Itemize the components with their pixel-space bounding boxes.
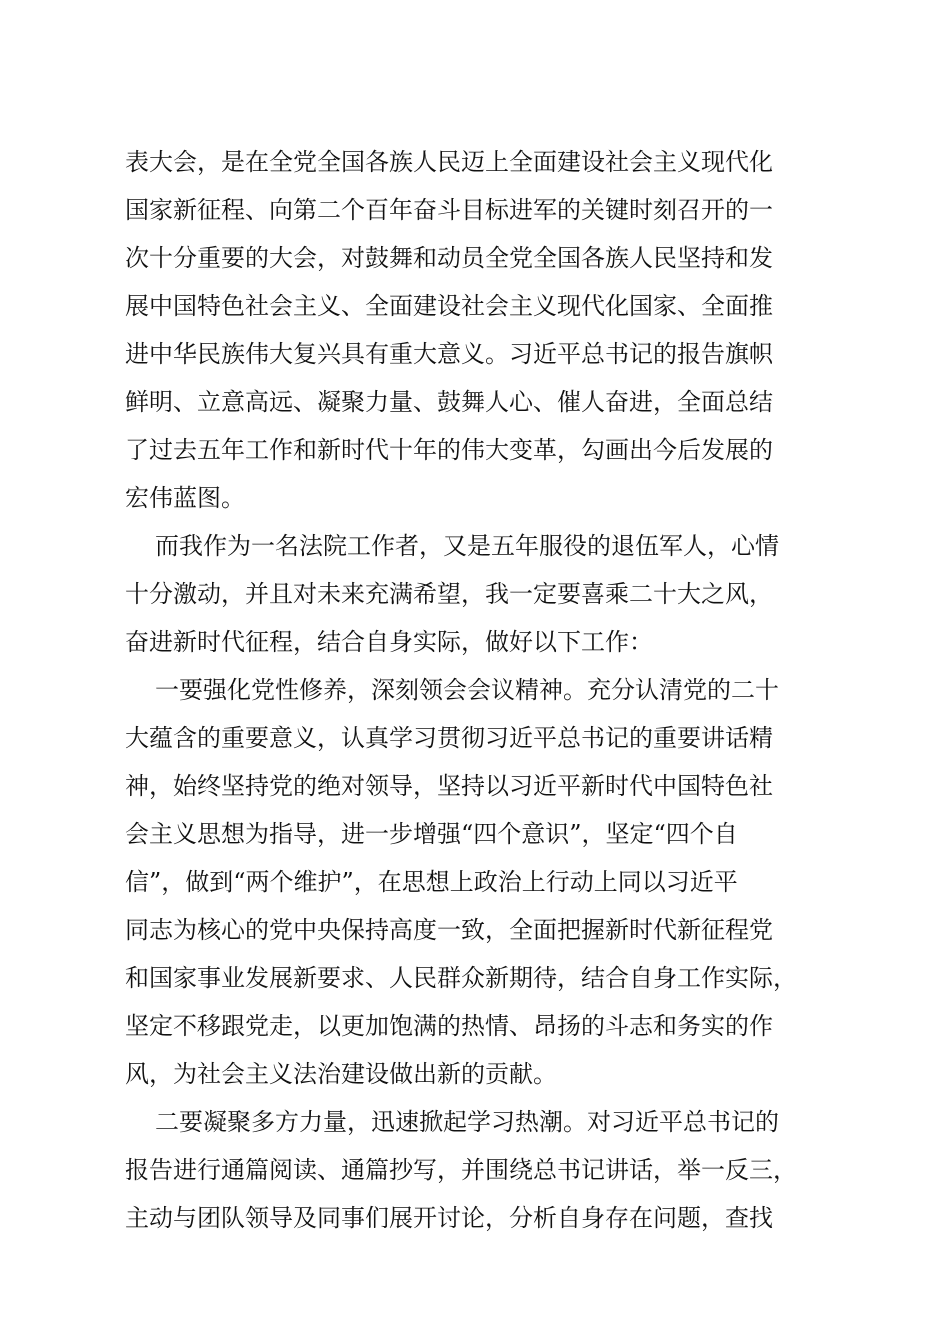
text-line: 报告进行通篇阅读、通篇抄写，并围绕总书记讲话，举一反三， bbox=[125, 1156, 797, 1184]
text-line: 了过去五年工作和新时代十年的伟大变革，勾画出今后发展的 bbox=[125, 436, 773, 464]
text-line: 主动与团队领导及同事们展开讨论，分析自身存在问题，查找 bbox=[125, 1204, 773, 1232]
paragraph-point-two bbox=[125, 1098, 825, 1242]
text-line: 二要凝聚多方力量，迅速掀起学习热潮。对习近平总书记的 bbox=[155, 1108, 779, 1136]
text-line: 同志为核心的党中央保持高度一致，全面把握新时代新征程党 bbox=[125, 916, 773, 944]
text-line: 信”，做到“两个维护”，在思想上政治上行动上同以习近平 bbox=[125, 868, 738, 896]
text-line: 奋进新时代征程，结合自身实际，做好以下工作： bbox=[125, 628, 653, 656]
text-line: 而我作为一名法院工作者，又是五年服役的退伍军人，心情 bbox=[155, 532, 779, 560]
document-body bbox=[125, 138, 825, 1242]
text-line: 一要强化党性修养，深刻领会会议精神。充分认清党的二十 bbox=[155, 676, 779, 704]
text-line: 宏伟蓝图。 bbox=[125, 484, 245, 512]
text-line: 次十分重要的大会，对鼓舞和动员全党全国各族人民坚持和发 bbox=[125, 244, 773, 272]
paragraph-intro bbox=[125, 522, 825, 666]
text-line: 十分激动，并且对未来充满希望，我一定要喜乘二十大之风， bbox=[125, 580, 773, 608]
paragraph-point-one bbox=[125, 666, 825, 1098]
text-line: 鲜明、立意高远、凝聚力量、鼓舞人心、催人奋进，全面总结 bbox=[125, 388, 773, 416]
text-line: 国家新征程、向第二个百年奋斗目标进军的关键时刻召开的一 bbox=[125, 196, 773, 224]
paragraph-continuation bbox=[125, 138, 825, 522]
text-line: 进中华民族伟大复兴具有重大意义。习近平总书记的报告旗帜 bbox=[125, 340, 773, 368]
text-line: 神，始终坚持党的绝对领导，坚持以习近平新时代中国特色社 bbox=[125, 772, 773, 800]
text-line: 表大会，是在全党全国各族人民迈上全面建设社会主义现代化 bbox=[125, 148, 773, 176]
text-line: 风，为社会主义法治建设做出新的贡献。 bbox=[125, 1060, 557, 1088]
text-line: 和国家事业发展新要求、人民群众新期待，结合自身工作实际， bbox=[125, 964, 797, 992]
text-line: 坚定不移跟党走，以更加饱满的热情、昂扬的斗志和务实的作 bbox=[125, 1012, 773, 1040]
text-line: 大蕴含的重要意义，认真学习贯彻习近平总书记的重要讲话精 bbox=[125, 724, 773, 752]
text-line: 会主义思想为指导，进一步增强“四个意识”，坚定“四个自 bbox=[125, 820, 738, 848]
text-line: 展中国特色社会主义、全面建设社会主义现代化国家、全面推 bbox=[125, 292, 773, 320]
